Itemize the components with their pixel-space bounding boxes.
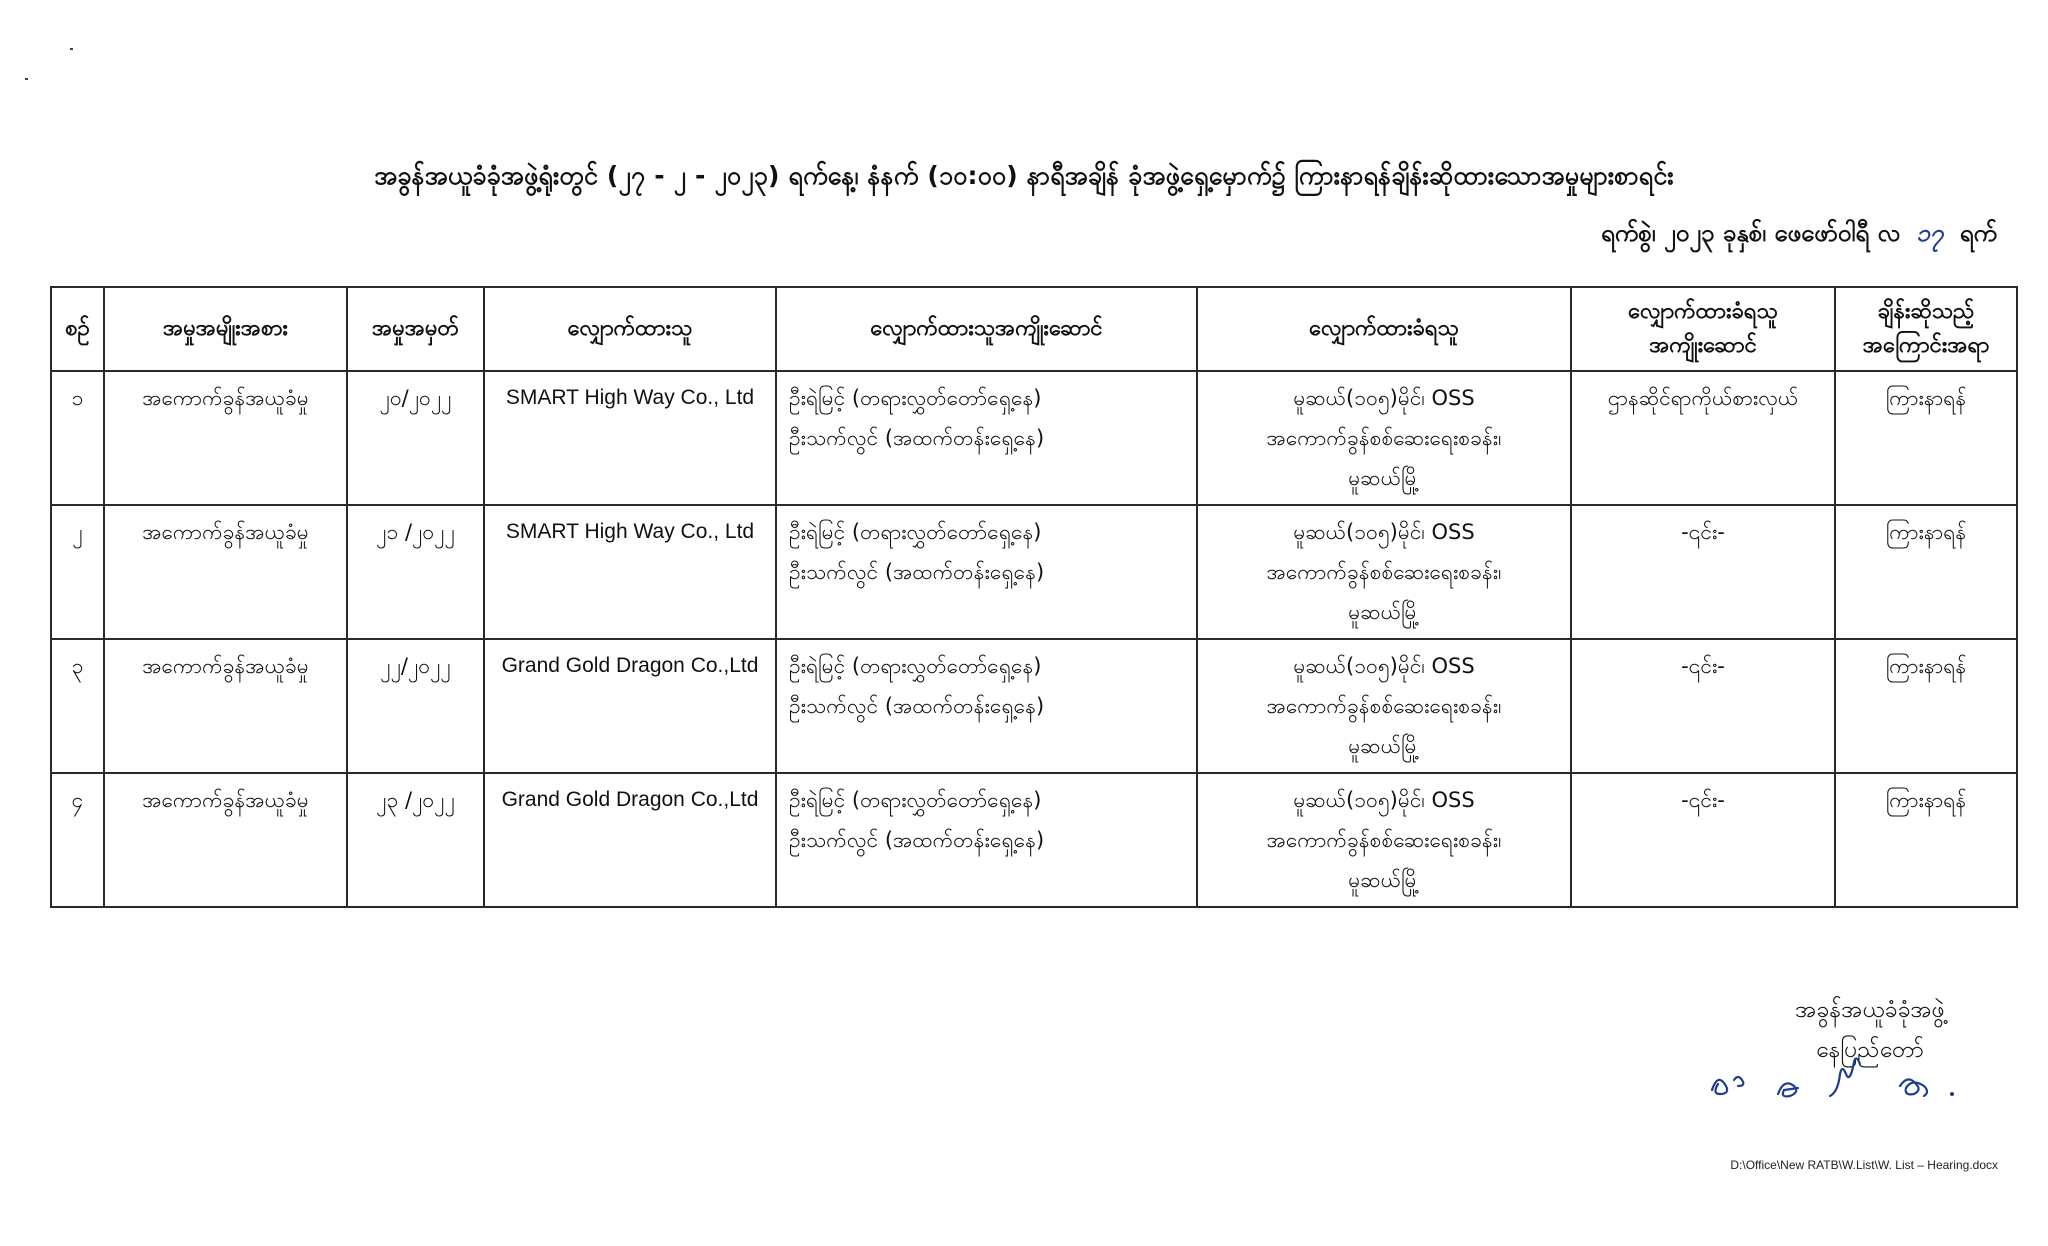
table-header-row [51,287,2017,371]
cell-reason: ကြားနာရန် [1835,505,2017,639]
respondent-line: မူဆယ်(၁၀၅)မိုင်၊ OSS [1293,520,1475,544]
counsel-line: ဦးသက်လွင် (အထက်တန်းရှေ့နေ) [789,694,1045,718]
cell-appellant: SMART High Way Co., Ltd [484,371,776,505]
cell-appellant-counsel [776,773,1197,907]
header-reason-line1: ချိန်းဆိုသည့် [1877,299,1975,324]
header-appellant: လျှောက်ထားသူ [484,287,776,371]
cell-appellant-counsel [776,371,1197,505]
handwritten-signature [1700,1050,1980,1110]
cell-appellant: Grand Gold Dragon Co.,Ltd [484,639,776,773]
respondent-line: မူဆယ်(၁၀၅)မိုင်၊ OSS [1293,788,1475,812]
counsel-line: ဦးရဲမြင့် (တရားလွှတ်တော်ရှေ့နေ) [789,654,1042,678]
date-prefix: ရက်စွဲ၊ ၂၀၂၃ ခုနှစ်၊ ဖေဖော်ဝါရီ လ [1601,219,1901,247]
cell-appellant: SMART High Way Co., Ltd [484,505,776,639]
header-case-no: အမှုအမှတ် [347,287,484,371]
counsel-line: ဦးရဲမြင့် (တရားလွှတ်တော်ရှေ့နေ) [789,788,1042,812]
cell-case-no: ၂၁ /၂၀၂၂ [347,505,484,639]
cell-no: ၁ [51,371,104,505]
cell-case-type: အကောက်ခွန်အယူခံမှု [104,639,347,773]
respondent-line: အကောက်ခွန်စစ်ဆေးရေးစခန်း၊ [1266,694,1502,718]
document-title: အခွန်အယူခံခုံအဖွဲ့ရုံးတွင် (၂၇ - ၂ - ၂၀၂၃) ရက်နေ့၊ နံနက် (၁၀:၀၀) နာရီအချိန် ခုံအဖွဲ့ရှေ့မှောက်၌ ကြားနာရန်ချိန်းဆိုထားသောအမှုများစာရင်း [374,161,1674,190]
header-appellant-counsel: လျှောက်ထားသူအကျိုးဆောင် [776,287,1197,371]
table-row [51,371,2017,505]
cell-appellant: Grand Gold Dragon Co.,Ltd [484,773,776,907]
cell-respondent-counsel: ဌာနဆိုင်ရာကိုယ်စားလှယ် [1571,371,1835,505]
respondent-line: အကောက်ခွန်စစ်ဆေးရေးစခန်း၊ [1266,560,1502,584]
document-date [1601,217,1997,253]
respondent-line: မူဆယ်(၁၀၅)မိုင်၊ OSS [1293,654,1475,678]
file-path-footer: D:\Office\New RATB\W.List\W. List – Hearing.docx [1730,1158,1998,1172]
cell-respondent [1197,371,1571,505]
counsel-line: ဦးသက်လွင် (အထက်တန်းရှေ့နေ) [789,560,1045,584]
header-respondent-counsel-line1: လျှောက်ထားခံရသူ [1628,299,1778,324]
cell-case-no: ၂၀/၂၀၂၂ [347,371,484,505]
cell-case-type: အကောက်ခွန်အယူခံမှု [104,773,347,907]
cell-case-type: အကောက်ခွန်အယူခံမှု [104,505,347,639]
cell-respondent-counsel: -၎င်း- [1571,505,1835,639]
cell-respondent-counsel: -၎င်း- [1571,639,1835,773]
cell-respondent [1197,505,1571,639]
scan-speck [25,78,28,80]
respondent-line: အကောက်ခွန်စစ်ဆေးရေးစခန်း၊ [1266,828,1502,852]
counsel-line: ဦးရဲမြင့် (တရားလွှတ်တော်ရှေ့နေ) [789,520,1042,544]
respondent-line: မူဆယ်မြို့ [1348,868,1420,892]
issuer-name: အခွန်အယူခံခုံအဖွဲ့ [1795,997,1945,1023]
header-respondent: လျှောက်ထားခံရသူ [1197,287,1571,371]
respondent-line: မူဆယ်(၁၀၅)မိုင်၊ OSS [1293,386,1475,410]
table-row [51,505,2017,639]
issuer-location: နေပြည်တော် [1816,1037,1924,1063]
cell-respondent [1197,773,1571,907]
respondent-line: မူဆယ်မြို့ [1348,600,1420,624]
cell-respondent-counsel: -၎င်း- [1571,773,1835,907]
respondent-line: မူဆယ်မြို့ [1348,734,1420,758]
header-respondent-counsel-line2: အကျိုးဆောင် [1649,333,1757,358]
cell-reason: ကြားနာရန် [1835,371,2017,505]
table-row [51,773,2017,907]
header-respondent-counsel [1571,287,1835,371]
counsel-line: ဦးသက်လွင် (အထက်တန်းရှေ့နေ) [789,828,1045,852]
scan-speck [70,48,73,50]
hearing-list-table [50,286,2018,908]
cell-reason: ကြားနာရန် [1835,773,2017,907]
respondent-line: အကောက်ခွန်စစ်ဆေးရေးစခန်း၊ [1266,426,1502,450]
cell-reason: ကြားနာရန် [1835,639,2017,773]
cell-no: ၄ [51,773,104,907]
cell-case-type: အကောက်ခွန်အယူခံမှု [104,371,347,505]
table-row [51,639,2017,773]
header-case-type: အမှုအမျိုးအစား [104,287,347,371]
header-reason [1835,287,2017,371]
header-reason-line2: အကြောင်းအရာ [1862,333,1990,358]
cell-respondent [1197,639,1571,773]
counsel-line: ဦးသက်လွင် (အထက်တန်းရှေ့နေ) [789,426,1045,450]
cell-no: ၂ [51,505,104,639]
cell-no: ၃ [51,639,104,773]
respondent-line: မူဆယ်မြို့ [1348,466,1420,490]
cell-appellant-counsel [776,505,1197,639]
cell-appellant-counsel [776,639,1197,773]
date-suffix: ရက် [1959,219,1997,247]
header-no: စဉ် [51,287,104,371]
counsel-line: ဦးရဲမြင့် (တရားလွှတ်တော်ရှေ့နေ) [789,386,1042,410]
cell-case-no: ၂၂/၂၀၂၂ [347,639,484,773]
cell-case-no: ၂၃ /၂၀၂၂ [347,773,484,907]
date-day-handwritten: ၁၇ [1916,218,1944,247]
